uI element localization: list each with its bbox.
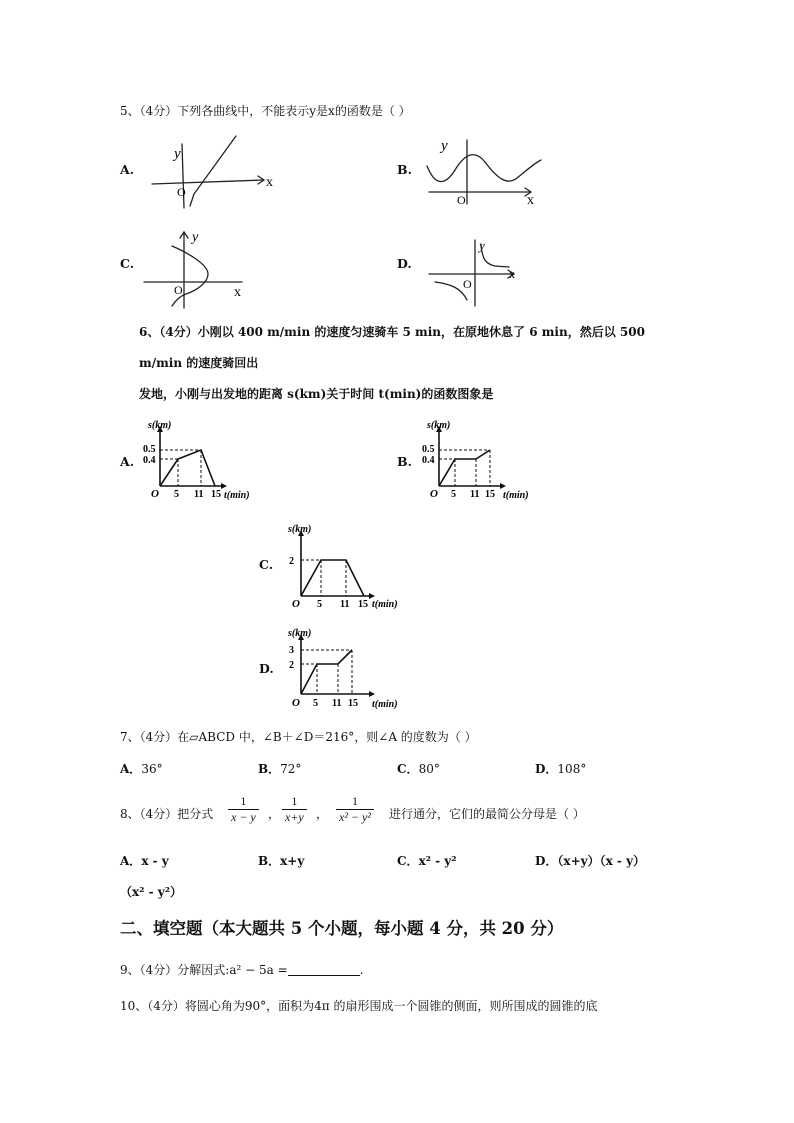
q7-option-d-letter: D． — [535, 762, 558, 776]
q8-option-a-letter: A． — [120, 854, 142, 868]
q6a-t-label: t(min) — [224, 490, 250, 501]
q6b-s-label: s(km) — [427, 420, 451, 431]
q5a-origin-label: O — [177, 185, 186, 199]
q6c-ytick-0: 2 — [289, 556, 294, 567]
q8-sep1: ， — [268, 807, 281, 821]
q8-fraction-3-num: 1 — [336, 794, 374, 810]
q5-option-c-label: C. — [120, 256, 135, 271]
q6a-ytick-0: 0.5 — [143, 444, 156, 455]
q6d-xtick-1: 11 — [332, 698, 342, 709]
q8-fraction-2-den: x+y — [285, 810, 304, 824]
q5d-y-label: y — [479, 238, 485, 253]
q8-fraction-3 — [336, 794, 374, 825]
q6d-xtick-0: 5 — [313, 698, 318, 709]
q6-graph-a — [143, 418, 263, 503]
q5b-x-label: x — [527, 193, 534, 208]
q8-fraction-1-num: 1 — [228, 794, 259, 810]
q5c-x-label: x — [234, 285, 241, 300]
q6-graph-c — [284, 520, 414, 610]
q6b-origin: O — [430, 488, 438, 500]
q6-stem-line3: 发地，小刚与出发地的距离 s(km)关于时间 t(min)的函数图象是 — [139, 387, 494, 401]
q8-fraction-3-den: x² − y² — [339, 810, 371, 824]
q8-option-b-letter: B． — [258, 854, 281, 868]
q6d-ytick-1: 2 — [289, 660, 294, 671]
q6a-xtick-0: 5 — [174, 489, 179, 500]
q8-prefix: 8、（4分）把分式 — [120, 807, 214, 821]
q8-option-c-letter: C． — [397, 854, 419, 868]
q6d-s-label: s(km) — [288, 628, 312, 639]
q6-option-d-label: D. — [259, 661, 274, 676]
q7-option-a-letter: A． — [120, 762, 142, 776]
q7-option-c-text: 80° — [418, 762, 440, 776]
q6-option-a-label: A. — [120, 454, 135, 469]
q5c-y-label: y — [192, 230, 199, 245]
q10-stem: 10、（4分）将圆心角为90°，面积为4π 的扇形围成一个圆锥的侧面，则所围成的圆锥的底 — [120, 999, 598, 1013]
q8-fraction-1 — [228, 794, 259, 825]
section-2-title: 二、填空题（本大题共 5 个小题，每小题 4 分，共 20 分） — [120, 919, 564, 938]
q9-end: . — [359, 963, 364, 977]
q6c-xtick-0: 5 — [317, 599, 322, 610]
q5-graph-b — [425, 132, 555, 212]
q6c-t-label: t(min) — [372, 599, 398, 610]
q7-option-b-text: 72° — [280, 762, 302, 776]
q8-option-c-text: x² - y² — [418, 854, 457, 868]
q8-option-c — [397, 853, 457, 869]
q6-option-c-label: C. — [259, 557, 274, 572]
q7-option-b — [258, 761, 301, 777]
q8-option-b-text: x+y — [280, 854, 305, 868]
q5-option-d-label: D. — [397, 256, 412, 271]
q6b-t-label: t(min) — [503, 490, 529, 501]
q8-option-a-text: x - y — [141, 854, 169, 868]
q7-option-a — [120, 761, 163, 777]
q8-option-d-continued: （x² - y²） — [120, 885, 182, 899]
q5-graph-a — [148, 134, 278, 214]
q6-graph-d — [284, 626, 414, 716]
q5c-origin-label: O — [174, 283, 183, 297]
q5b-y-label: y — [441, 138, 448, 154]
q6b-xtick-2: 15 — [485, 489, 495, 500]
q6c-origin: O — [292, 598, 300, 610]
q5a-y-label: y — [174, 146, 181, 162]
q5b-origin-label: O — [457, 193, 466, 207]
q6d-xtick-2: 15 — [348, 698, 358, 709]
q5d-origin-label: O — [463, 277, 472, 291]
q7-option-d — [535, 761, 586, 777]
q6c-s-label: s(km) — [288, 524, 312, 535]
q8-option-d-letter: D． — [535, 854, 558, 868]
q5-option-b-label: B. — [397, 162, 412, 177]
q6-option-b-label: B. — [397, 454, 412, 469]
q6d-ytick-0: 3 — [289, 645, 294, 656]
q6-stem-line1: 6、（4分）小刚以 400 m/min 的速度匀速骑车 5 min，在原地休息了 6 min，然后以 500 — [139, 325, 645, 339]
q8-option-b — [258, 853, 304, 869]
q7-option-c — [397, 761, 440, 777]
q7-option-d-text: 108° — [557, 762, 587, 776]
q5-option-a-label: A. — [120, 162, 135, 177]
q8-option-d-text: （x+y）（x - y） — [557, 854, 646, 868]
q6b-ytick-0: 0.5 — [422, 444, 435, 455]
q6d-origin: O — [292, 697, 300, 709]
q6c-xtick-1: 11 — [340, 599, 350, 610]
q6-stem-line2: m/min 的速度骑回出 — [139, 356, 259, 370]
q5d-x-label: x — [509, 267, 515, 281]
q7-option-a-text: 36° — [141, 762, 163, 776]
q8-suffix: 进行通分，它们的最简公分母是（ ） — [389, 807, 585, 821]
q5-graph-d — [425, 236, 555, 311]
q7-stem: 7、（4分）在▱ABCD 中，∠B＋∠D＝216°，则∠A 的度数为（ ） — [120, 730, 477, 744]
q6a-ytick-1: 0.4 — [143, 455, 156, 466]
q5a-x-label: x — [266, 175, 273, 190]
q8-sep2: ， — [316, 807, 329, 821]
q6a-origin: O — [151, 488, 159, 500]
q9-line — [120, 962, 363, 978]
q6b-ytick-1: 0.4 — [422, 455, 435, 466]
q8-fraction-2 — [282, 794, 307, 825]
q6d-t-label: t(min) — [372, 699, 398, 710]
q9-stem: 9、（4分）分解因式:a² − 5a = — [120, 963, 288, 977]
q7-option-b-letter: B． — [258, 762, 281, 776]
q9-answer-blank[interactable] — [288, 975, 360, 976]
q6b-xtick-1: 11 — [470, 489, 480, 500]
q6a-s-label: s(km) — [148, 420, 172, 431]
q5-stem: 5、（4分）下列各曲线中，不能表示y是x的函数是（ ） — [120, 104, 411, 118]
q6b-xtick-0: 5 — [451, 489, 456, 500]
q6a-xtick-1: 11 — [194, 489, 204, 500]
q5-graph-c — [142, 226, 272, 311]
q8-option-d — [535, 853, 645, 869]
q8-fraction-1-den: x − y — [231, 810, 256, 824]
q8-option-a — [120, 853, 169, 869]
q8-fraction-2-num: 1 — [282, 794, 307, 810]
q6a-xtick-2: 15 — [211, 489, 221, 500]
q6c-xtick-2: 15 — [358, 599, 368, 610]
q7-option-c-letter: C． — [397, 762, 419, 776]
q6-graph-b — [422, 418, 542, 503]
